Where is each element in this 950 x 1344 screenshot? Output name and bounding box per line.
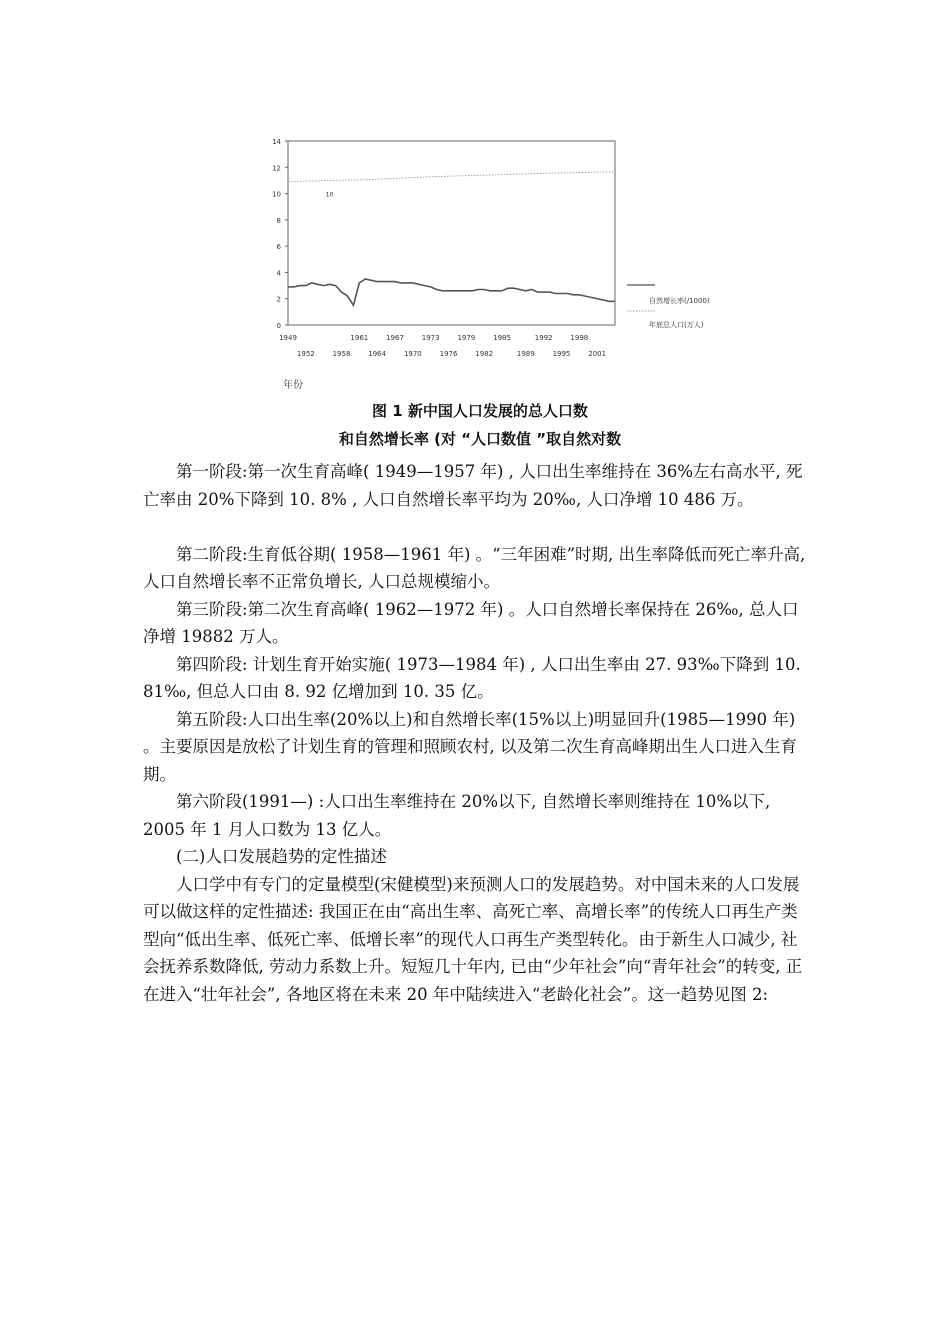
plot-frame [288,141,615,325]
x-tick-label: 1995 [552,350,571,358]
y-tick-label: 2 [276,295,281,304]
chart-svg [255,125,735,400]
x-tick-label: 1970 [403,350,422,358]
y-tick-label: 14 [272,138,281,146]
y-tick-label: 8 [276,216,281,225]
paragraph-stage-4: 第四阶段: 计划生育开始实施( 1973—1984 年) , 人口出生率由 27. 93‰下降到 10. 81‰, 但总人口由 8. 92 亿增加到 10. 35 亿。 [143,654,801,701]
y-tick-label: 4 [276,269,281,278]
x-tick-label: 1985 [493,334,511,342]
x-tick-label: 1989 [516,350,535,358]
x-tick-label: 1952 [296,350,315,358]
paragraph-stage-3: 第三阶段:第二次生育高峰( 1962—1972 年) 。人口自然增长率保持在 26‰, 总人口净增 19882 万人。 [143,599,799,646]
x-axis-label: 年份 [283,380,303,391]
y-tick-label: 0 [276,322,281,330]
series-line-2 [288,172,615,182]
paragraph-trend: 人口学中有专门的定量模型(宋健模型)来预测人口的发展趋势。对中国未来的人口发展可以做这样的定性描述: 我国正在由“高出生率、高死亡率、高增长率”的传统人口再生产类型向“低出生率、低死亡率、低增长率”的现代人口再生产类型转化。由于新生人口减少, 社会抚养系数降低, 劳动力系数上升。短短几十年内, 已由“少年社会”向“青年社会”的转变, 正在进入“壮年社会”, 各地区将在未来 20 年中陆续进入“老龄化社会”。这一趋势见图 2: [143,874,803,1004]
paragraph-stage-6: 第六阶段(1991—) :人口出生率维持在 20%以下, 自然增长率则维持在 10%以下, 2005 年 1 月人口数为 13 亿人。 [143,792,771,839]
legend-label-2: 年底总人口(万人) [649,321,704,329]
chart-annotation: 10 [325,191,334,199]
x-tick-label: 1958 [332,350,351,358]
legend-label-1: 自然增长率(/1000) [649,297,710,305]
x-tick-label: 2001 [588,350,607,358]
x-tick-label: 1998 [570,334,589,342]
section-heading: (二)人口发展趋势的定性描述 [176,847,387,866]
figure-1-chart [255,125,735,400]
paragraph-stage-2: 第二阶段:生育低谷期( 1958—1961 年) 。“三年困难”时期, 出生率降低而死亡率升高, 人口自然增长率不正常负增长, 人口总规模缩小。 [143,544,806,591]
paragraph-stage-5: 第五阶段:人口出生率(20%以上)和自然增长率(15%以上)明显回升(1985—1990 年) 。主要原因是放松了计划生育的管理和照顾农村, 以及第二次生育高峰期出生人口进入生育期。 [143,709,797,784]
x-tick-label: 1949 [279,334,297,342]
y-tick-label: 10 [272,190,281,199]
x-tick-label: 1967 [386,334,404,342]
x-tick-label: 1979 [457,334,476,342]
x-tick-label: 1982 [475,350,494,358]
series-line-1 [288,279,615,305]
y-tick-label: 12 [272,164,281,173]
body-text [143,458,813,1008]
x-tick-label: 1973 [421,334,440,342]
x-tick-label: 1992 [534,334,553,342]
figure-caption-line-2: 和自然增长率 (对 “人口数值 ”取自然对数 [338,430,622,448]
x-tick-label: 1961 [350,334,369,342]
figure-caption-line-1: 图 1 新中国人口发展的总人口数 [372,402,588,420]
x-tick-label: 1976 [439,350,458,358]
paragraph-stage-1: 第一阶段:第一次生育高峰( 1949—1957 年) , 人口出生率维持在 36%左右高水平, 死亡率由 20%下降到 10. 8% , 人口自然增长率平均为 20‰, 人口净增 10 486 万。 [143,462,803,509]
x-tick-label: 1964 [368,350,387,358]
y-tick-label: 6 [276,243,281,252]
